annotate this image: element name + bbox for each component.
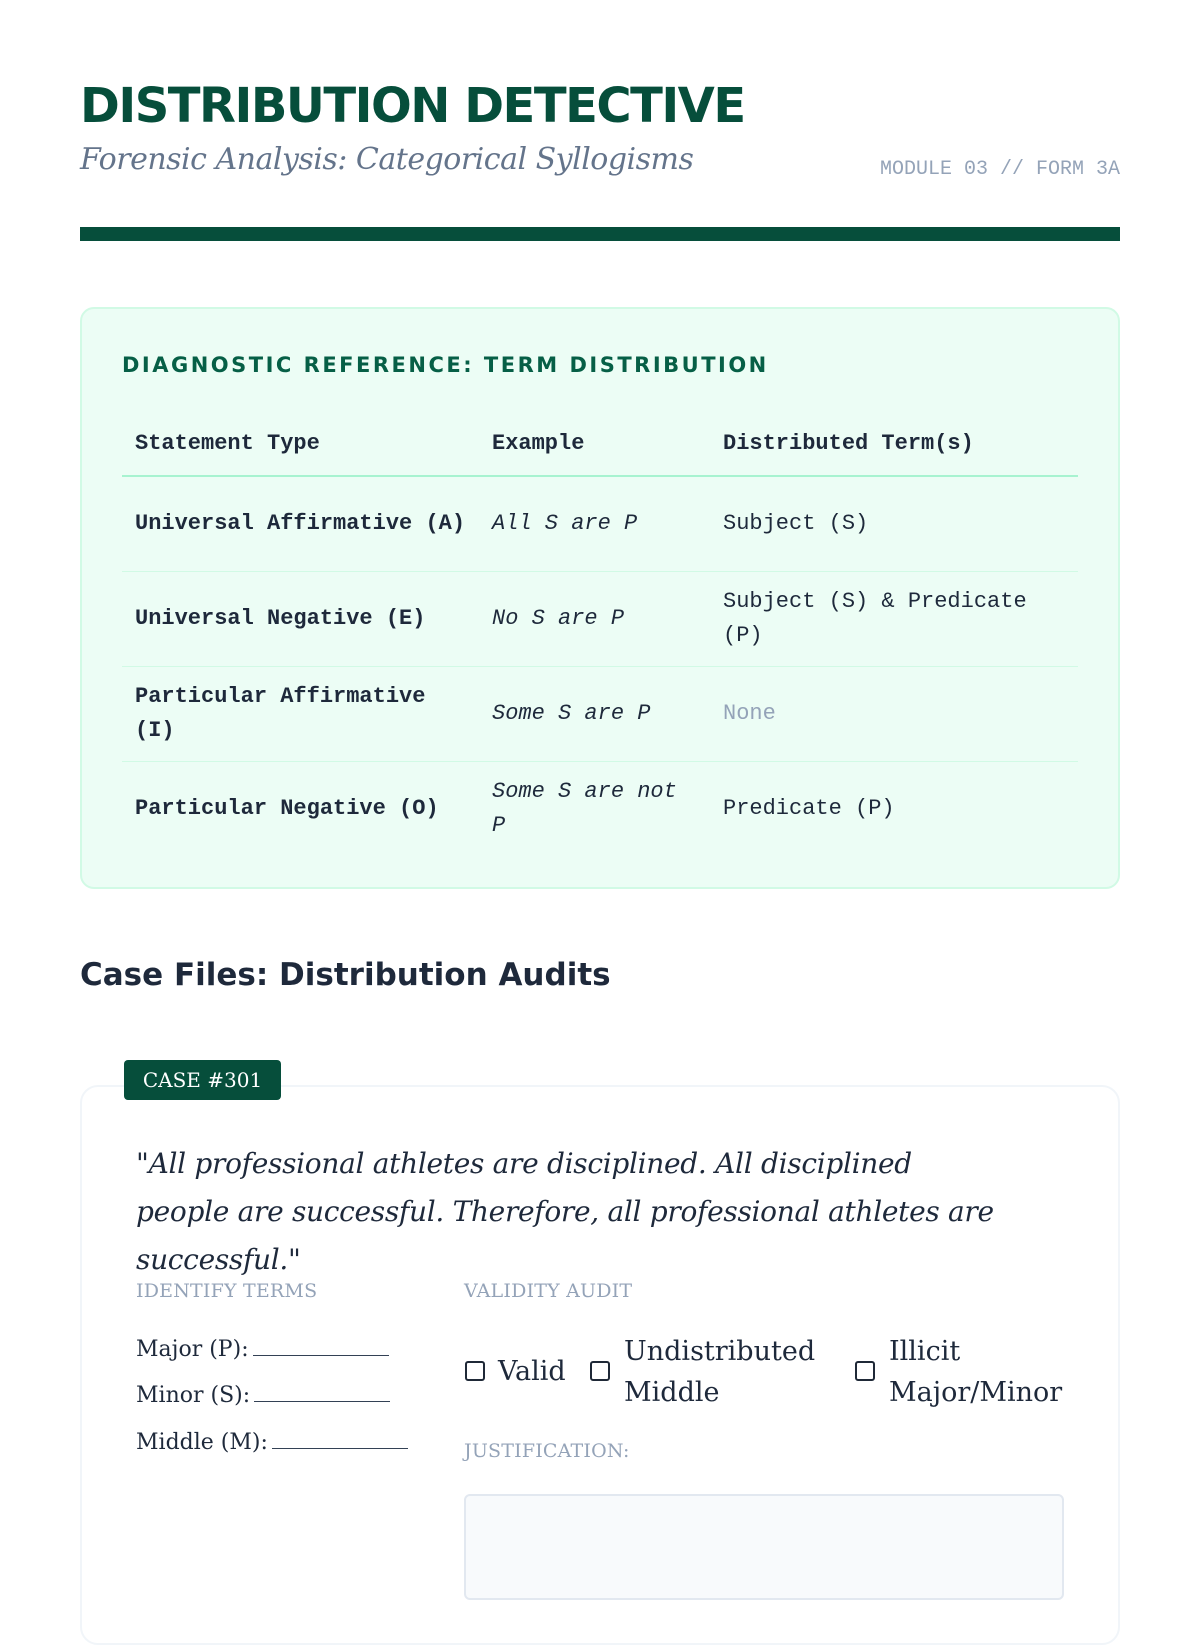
header [80,0,1120,240]
middle-term-label: Middle (M): [136,1430,268,1455]
illicit-line-2: Major/Minor [889,1377,1063,1408]
middle-term-blank[interactable] [272,1430,408,1449]
undistributed-line-2: Middle [624,1377,720,1408]
example-cell: Some S are not P [492,779,677,838]
table-row [122,762,1078,857]
reference-panel [80,307,1120,889]
header-divider [80,227,1120,241]
statement-type-cell: Universal Negative (E) [122,572,479,667]
minor-term-field[interactable] [136,1383,390,1408]
example-cell: All S are P [479,476,710,572]
page-title: DISTRIBUTION DETECTIVE [80,78,745,134]
undistributed-middle-checkbox[interactable] [590,1361,610,1381]
distributed-cell: None [710,667,1078,762]
table-row [122,476,1078,572]
distribution-table [122,411,1078,856]
table-row [122,667,1078,762]
justification-textarea[interactable] [464,1494,1064,1600]
table-header-row [122,411,1078,476]
illicit-major-minor-label[interactable] [889,1331,1062,1413]
middle-term-field[interactable] [136,1430,408,1455]
identify-terms-label: IDENTIFY TERMS [136,1280,318,1302]
major-term-blank[interactable] [253,1337,389,1356]
undistributed-middle-label[interactable] [624,1331,815,1413]
valid-checkbox[interactable] [465,1361,485,1381]
case-quote: "All professional athletes are disciplined. All disciplined people are successful. Therefore, all professional athletes are successful." [136,1147,994,1276]
reference-heading: DIAGNOSTIC REFERENCE: TERM DISTRIBUTION [122,353,769,377]
statement-type-cell: Particular Negative (O) [135,796,439,821]
distributed-cell: Predicate (P) [723,796,895,821]
page-subtitle: Forensic Analysis: Categorical Syllogisms [80,142,694,177]
case-tag: CASE #301 [124,1060,281,1100]
section-title: Case Files: Distribution Audits [80,957,611,993]
column-header: Statement Type [122,411,479,476]
distributed-cell: Subject (S) & Predicate (P) [710,572,1078,667]
module-code: MODULE 03 // FORM 3A [879,158,1120,181]
page [80,0,1120,993]
example-cell: No S are P [479,572,710,667]
valid-option-label[interactable]: Valid [498,1356,566,1387]
major-term-label: Major (P): [136,1337,249,1362]
major-term-field[interactable] [136,1337,389,1362]
illicit-line-1: Illicit [889,1336,961,1367]
table-row [122,572,1078,667]
column-header: Distributed Term(s) [710,411,1078,476]
undistributed-line-1: Undistributed [624,1336,816,1367]
example-cell: Some S are P [479,667,710,762]
minor-term-blank[interactable] [254,1383,390,1402]
statement-type-cell: Particular Affirmative (I) [122,667,479,762]
distributed-cell: Subject (S) [710,476,1078,572]
validity-audit-label: VALIDITY AUDIT [464,1280,633,1302]
statement-type-cell: Universal Affirmative (A) [122,476,479,572]
illicit-major-minor-checkbox[interactable] [855,1361,875,1381]
justification-label: JUSTIFICATION: [464,1440,630,1462]
minor-term-label: Minor (S): [136,1383,251,1408]
column-header: Example [479,411,710,476]
